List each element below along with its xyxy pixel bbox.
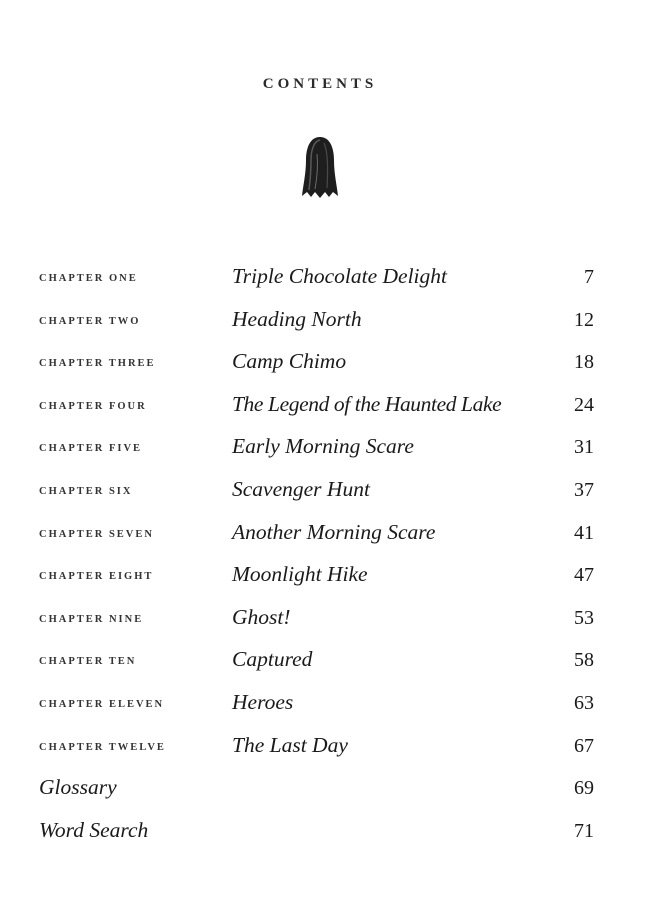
toc-entry[interactable] bbox=[0, 301, 660, 344]
toc-entry[interactable] bbox=[0, 599, 660, 642]
toc-entry[interactable] bbox=[0, 556, 660, 599]
chapter-label: CHAPTER ONE bbox=[39, 273, 138, 284]
page-number: 47 bbox=[574, 564, 594, 587]
chapter-label: CHAPTER FIVE bbox=[39, 443, 143, 455]
toc-entry[interactable] bbox=[0, 386, 660, 429]
toc-entry[interactable] bbox=[0, 471, 660, 514]
chapter-label: CHAPTER TWELVE bbox=[39, 741, 166, 753]
chapter-label: CHAPTER TEN bbox=[39, 656, 137, 668]
contents-heading: CONTENTS bbox=[262, 76, 378, 92]
toc-entry[interactable] bbox=[0, 343, 660, 386]
chapter-title: The Last Day bbox=[232, 732, 348, 757]
page-number: 37 bbox=[574, 478, 594, 501]
page-number: 53 bbox=[574, 606, 594, 629]
toc-entry[interactable] bbox=[0, 258, 660, 301]
page-number: 63 bbox=[574, 691, 594, 714]
page-number: 67 bbox=[574, 734, 594, 757]
chapter-title: Heading North bbox=[232, 306, 362, 331]
back-matter-title: Word Search bbox=[39, 817, 149, 842]
toc-entry[interactable] bbox=[0, 514, 660, 557]
chapter-title: Ghost! bbox=[232, 604, 291, 629]
chapter-title: Another Morning Scare bbox=[232, 519, 436, 544]
chapter-label: CHAPTER THREE bbox=[39, 358, 156, 370]
ghost-icon bbox=[300, 134, 340, 202]
toc-entry-word-search[interactable] bbox=[0, 812, 660, 855]
chapter-title: Heroes bbox=[232, 689, 294, 714]
page-number: 18 bbox=[574, 351, 594, 374]
toc-entry[interactable] bbox=[0, 641, 660, 684]
toc-entry[interactable] bbox=[0, 428, 660, 471]
chapter-label: CHAPTER TWO bbox=[39, 315, 141, 327]
page-number: 41 bbox=[574, 521, 594, 544]
chapter-label: CHAPTER SEVEN bbox=[39, 528, 154, 540]
page-number: 12 bbox=[574, 308, 594, 331]
chapter-title: Triple Chocolate Delight bbox=[232, 264, 447, 288]
page-number: 71 bbox=[574, 819, 594, 842]
chapter-label: CHAPTER SIX bbox=[39, 485, 133, 497]
toc-entry-glossary[interactable] bbox=[0, 769, 660, 812]
page-number: 69 bbox=[574, 777, 594, 800]
chapter-title: Early Morning Scare bbox=[232, 434, 414, 459]
chapter-label: CHAPTER ELEVEN bbox=[39, 698, 165, 710]
page-number: 24 bbox=[574, 393, 594, 416]
table-of-contents bbox=[0, 258, 660, 854]
chapter-title: Moonlight Hike bbox=[232, 562, 368, 587]
toc-entry[interactable] bbox=[0, 727, 660, 770]
chapter-title: Camp Chimo bbox=[232, 349, 347, 374]
page-number: 7 bbox=[584, 266, 594, 288]
chapter-label: CHAPTER NINE bbox=[39, 613, 144, 625]
chapter-title: Scavenger Hunt bbox=[232, 476, 370, 501]
page-number: 31 bbox=[574, 436, 594, 459]
chapter-title: Captured bbox=[232, 647, 313, 672]
page-number: 58 bbox=[574, 649, 594, 672]
back-matter-title: Glossary bbox=[39, 775, 117, 800]
chapter-label: CHAPTER EIGHT bbox=[39, 571, 154, 583]
chapter-label: CHAPTER FOUR bbox=[39, 400, 147, 412]
toc-entry[interactable] bbox=[0, 684, 660, 727]
chapter-title: The Legend of the Haunted Lake bbox=[232, 391, 502, 416]
